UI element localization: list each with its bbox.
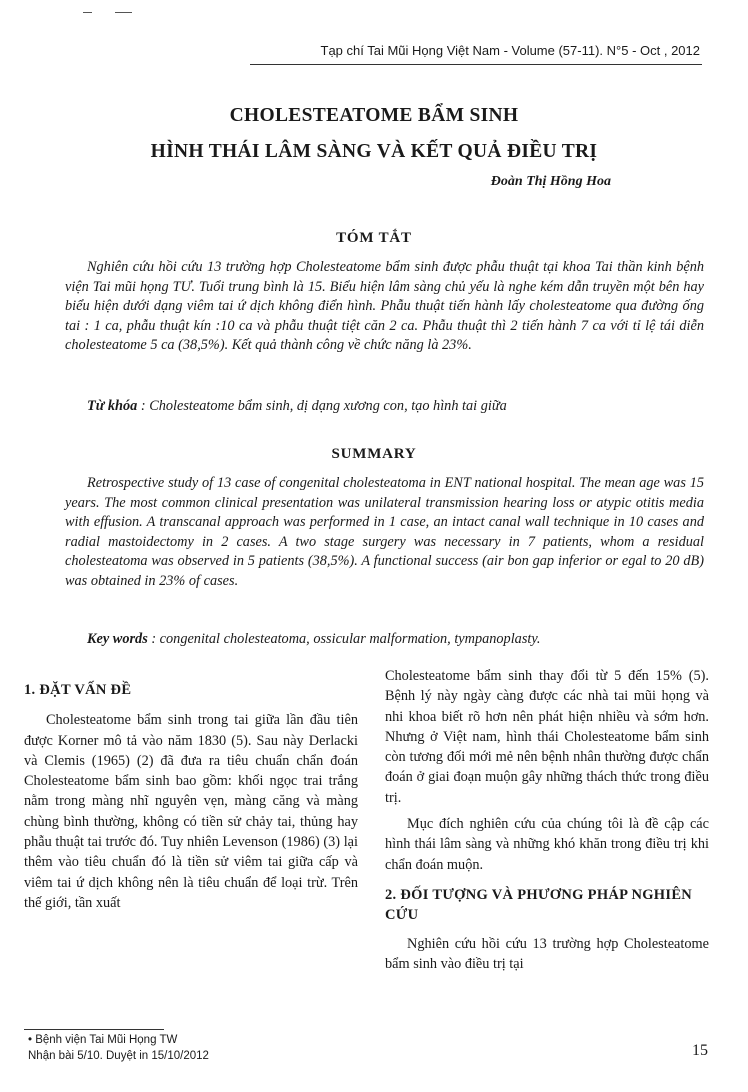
keywords-vi-label: Từ khóa (87, 398, 138, 414)
running-header: Tạp chí Tai Mũi Họng Việt Nam - Volume (57-11). N°5 - Oct , 2012 (320, 43, 700, 58)
footnote-affiliation: • Bệnh viện Tai Mũi Họng TW (28, 1034, 178, 1046)
title-line-2: HÌNH THÁI LÂM SÀNG VÀ KẾT QUẢ ĐIỀU TRỊ (150, 141, 598, 162)
keywords-en-text: : congenital cholesteatoma, ossicular malformation, tympanoplasty. (147, 631, 541, 647)
summary-body: Retrospective study of 13 case of congenital cholesteatoma in ENT national hospital. The mean age was 15 years. The most common clinical presentation was unilateral transmission hearing loss or atypic otitis media with effusion. A transcanal approach was performed in 1 case, an intact canal wall technique in 10 cases and radial mastoidectomy in 2 cases. A two stage surgery was necessary in 7 patients, whom a residual cholesteatoma was observed in 5 patients (38,5%). A functional success (air bon gap inferior or egal to 20 dB) was obtained in 23% of cases. (65, 475, 704, 589)
section-1-paragraph: Cholesteatome bẩm sinh trong tai giữa lần đầu tiên được Korner mô tả vào năm 1830 (5). Sau này Derlacki và Clemis (1965) (2) đã đưa ra tiêu chuẩn chẩn đoán Cholesteatome bẩm sinh bao gồm: khối ngọc trai trắng nằm trong màng nhĩ nguyên vẹn, màng căng và màng chùng bình thường, không có tiền sử chảy tai, thủng hay phẫu thuật tai trước đó. Tuy nhiên Levenson (1986) (3) lại thêm vào tiêu chuẩn đó là tiền sử viêm tai giữa cấp và viêm tai ứ dịch không nên là tiêu chuẩn để loại trừ. Trên thế giới, tần xuất (24, 712, 358, 911)
right-para-1: Cholesteatome bẩm sinh thay đổi từ 5 đến 15% (5). Bệnh lý này ngày càng được các nhà tai mũi họng và nhi khoa biết rõ hơn nên phát hiện nhiều và sớm hơn. Nhưng ở Việt nam, hình thái Cholesteatome bẩm sinh còn tương đối mới mẻ nên bệnh nhân thường được chẩn đoán ở giai đoạn muộn gây những thách thức trong điều trị. (385, 668, 709, 806)
right-column (385, 666, 709, 974)
title-line-1: CHOLESTEATOME BẨM SINH (229, 105, 519, 126)
right-para-2: Mục đích nghiên cứu của chúng tôi là đề cập các hình thái lâm sàng và những khó khăn trong điều trị khi chẩn đoán muộn. (385, 816, 709, 873)
page-number: 15 (692, 1042, 708, 1059)
scan-mark (83, 12, 92, 13)
section-2-heading: 2. ĐỐI TƯỢNG VÀ PHƯƠNG PHÁP NGHIÊN CỨU (385, 886, 693, 924)
keywords-vi (65, 397, 704, 417)
header-rule (250, 64, 702, 65)
section-1-heading: 1. ĐẶT VẤN ĐỀ (24, 682, 132, 698)
scan-mark (115, 12, 132, 13)
keywords-en (65, 630, 704, 650)
keywords-vi-text: : Cholesteatome bẩm sinh, dị dạng xương con, tạo hình tai giữa (137, 398, 507, 414)
right-para-3: Nghiên cứu hồi cứu 13 trường hợp Cholesteatome bẩm sinh vào điều trị tại (385, 935, 709, 972)
abstract-vi-body: Nghiên cứu hồi cứu 13 trường hợp Cholesteatome bẩm sinh được phẫu thuật tại khoa Tai thần kinh bệnh viện Tai mũi họng TƯ. Tuổi trung bình là 15. Biểu hiện lâm sàng chủ yếu là nghe kém dẫn truyền một bên hay biểu hiện dưới dạng viêm tai ứ dịch không điển hình. Phẫu thuật tiến hành lấy cholesteatome qua đường ống tai : 1 ca, phẫu thuật kín :10 ca và phẫu thuật tiệt căn 2 ca. Phẫu thuật thì 2 tiến hành 7 ca với tỉ lệ tái diễn cholesteatome 5 ca (38,5%). Kết quả thành công về chức năng là 23%. (65, 259, 704, 353)
footnote-dates: Nhận bài 5/10. Duyệt in 15/10/2012 (28, 1050, 209, 1062)
footnote-rule (24, 1029, 164, 1030)
left-column (24, 680, 358, 913)
abstract-vi-heading: TÓM TẮT (336, 230, 412, 246)
keywords-en-label: Key words (87, 631, 148, 647)
summary-heading: SUMMARY (331, 446, 417, 462)
author: Đoàn Thị Hồng Hoa (490, 174, 611, 189)
